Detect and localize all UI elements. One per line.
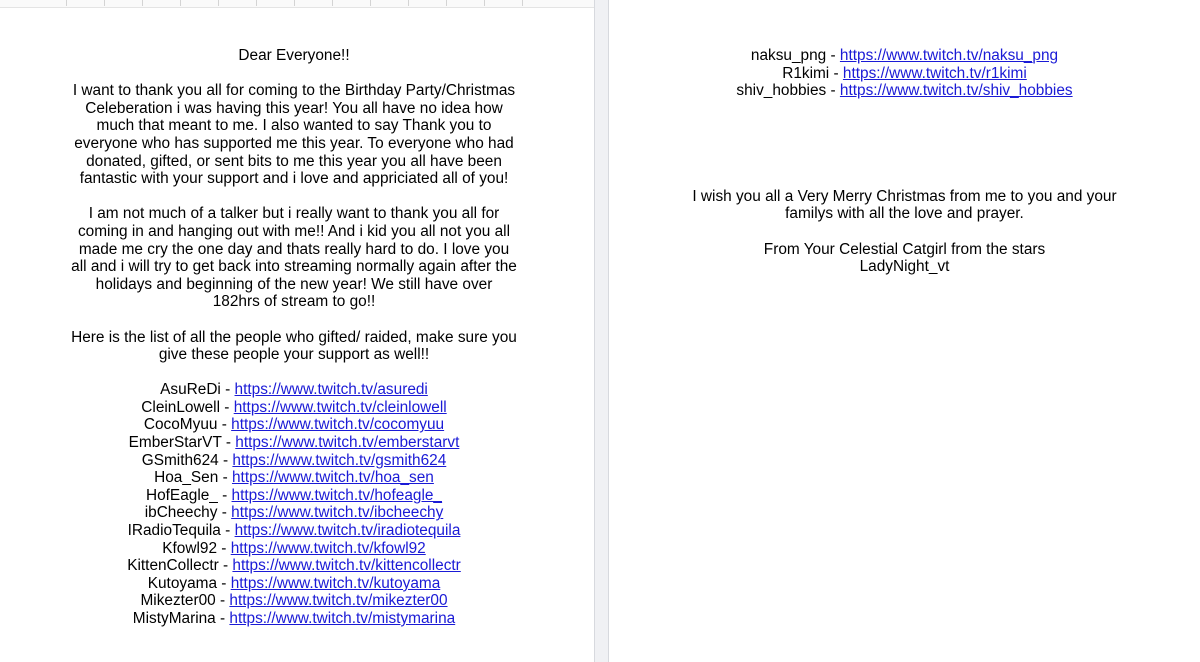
supporter-name: R1kimi — [782, 64, 830, 82]
closing-line: familys with all the love and prayer. — [785, 205, 1024, 223]
document-page-right — [609, 0, 1200, 662]
supporter-entry: Hoa_Sen - https://www.twitch.tv/hoa_sen — [154, 469, 434, 487]
supporter-link[interactable]: https://www.twitch.tv/cocomyuu — [231, 416, 445, 434]
supporter-entry: KittenCollectr - https://www.twitch.tv/kittencollectr — [127, 557, 461, 575]
supporter-name: KittenCollectr — [127, 557, 219, 575]
supporter-entry: CleinLowell - https://www.twitch.tv/cleinlowell — [141, 398, 447, 416]
supporter-entry: MistyMarina - https://www.twitch.tv/mistymarina — [132, 610, 456, 627]
supporter-link[interactable]: https://www.twitch.tv/emberstarvt — [235, 434, 460, 452]
supporter-name: MistyMarina — [132, 610, 216, 627]
ruler-tick — [218, 0, 219, 6]
supporter-link[interactable]: https://www.twitch.tv/kutoyama — [230, 574, 441, 592]
page-gutter — [594, 0, 609, 662]
supporter-name: EmberStarVT — [128, 434, 222, 452]
supporter-name: HofEagle_ — [145, 486, 218, 504]
supporter-name: AsuReDi — [160, 381, 221, 399]
supporter-name: CocoMyuu — [143, 416, 218, 434]
supporter-name: IRadioTequila — [127, 522, 221, 540]
paragraph2-line: 182hrs of stream to go!! — [212, 293, 376, 311]
ruler-tick — [446, 0, 447, 6]
closing-line: I wish you all a Very Merry Christmas from me to you and your — [692, 187, 1117, 205]
paragraph3-line: Here is the list of all the people who gifted/ raided, make sure you — [71, 328, 517, 346]
supporter-entry: shiv_hobbies - https://www.twitch.tv/shiv_hobbies — [736, 82, 1073, 100]
ruler-tick — [180, 0, 181, 6]
supporter-link[interactable]: https://www.twitch.tv/mikezter00 — [229, 592, 448, 610]
supporter-name: ibCheechy — [144, 504, 218, 522]
ruler-tick — [522, 0, 523, 6]
supporter-link[interactable]: https://www.twitch.tv/mistymarina — [229, 610, 456, 627]
ruler-tick — [332, 0, 333, 6]
ruler-tick — [66, 0, 67, 6]
supporter-entry: naksu_png - https://www.twitch.tv/naksu_png — [750, 47, 1059, 64]
supporter-entry: R1kimi - https://www.twitch.tv/r1kimi — [782, 64, 1027, 82]
paragraph1-line: I want to thank you all for coming to the Birthday Party/Christmas — [72, 82, 516, 100]
supporter-name: Kutoyama — [147, 574, 218, 592]
supporter-entry: ibCheechy - https://www.twitch.tv/ibcheechy — [144, 504, 444, 522]
paragraph1-line: much that meant to me. I also wanted to say Thank you to — [96, 117, 492, 135]
ruler-tick — [294, 0, 295, 6]
greeting: Dear Everyone!! — [238, 47, 350, 64]
paragraph2-line: I am not much of a talker but i really want to thank you all for — [88, 205, 500, 223]
supporter-list-right — [609, 47, 1200, 100]
supporter-entry: HofEagle_ - https://www.twitch.tv/hofeagle_ — [145, 486, 442, 504]
paragraph3-line: give these people your support as well!! — [158, 346, 430, 364]
supporter-link[interactable]: https://www.twitch.tv/hofeagle_ — [231, 486, 442, 504]
ruler-tick — [408, 0, 409, 6]
signature: LadyNight_vt — [859, 258, 950, 276]
supporter-name: GSmith624 — [141, 451, 219, 469]
document-page-left — [0, 0, 594, 662]
supporter-link[interactable]: https://www.twitch.tv/asuredi — [234, 381, 428, 399]
letter-body-left — [0, 47, 588, 628]
supporter-name: naksu_png — [750, 47, 827, 64]
supporter-name: CleinLowell — [141, 398, 221, 416]
paragraph1-line: Celeberation i was having this year! You all have no idea how — [85, 99, 503, 117]
ruler-tick — [256, 0, 257, 6]
paragraph2-line: made me cry the one day and thats really hard to do. I love you — [78, 240, 510, 258]
ruler-strip — [0, 0, 594, 8]
supporter-link[interactable]: https://www.twitch.tv/r1kimi — [842, 64, 1027, 82]
supporter-link[interactable]: https://www.twitch.tv/hoa_sen — [231, 469, 434, 487]
ruler-tick — [370, 0, 371, 6]
letter-body-right — [609, 47, 1200, 276]
supporter-link[interactable]: https://www.twitch.tv/cleinlowell — [233, 398, 447, 416]
supporter-link[interactable]: https://www.twitch.tv/gsmith624 — [232, 451, 447, 469]
ruler-tick — [484, 0, 485, 6]
supporter-link[interactable]: https://www.twitch.tv/kfowl92 — [230, 539, 426, 557]
ruler-tick — [142, 0, 143, 6]
supporter-link[interactable]: https://www.twitch.tv/iradiotequila — [234, 522, 461, 540]
supporter-entry: Kutoyama - https://www.twitch.tv/kutoyama — [147, 574, 441, 592]
paragraph2-line: all and i will try to get back into streaming normally again after the — [71, 258, 517, 276]
supporter-name: shiv_hobbies — [736, 82, 827, 100]
supporter-entry: IRadioTequila - https://www.twitch.tv/iradiotequila — [127, 522, 461, 540]
paragraph1-line: everyone who has supported me this year. To everyone who had — [74, 134, 514, 152]
supporter-entry: Mikezter00 - https://www.twitch.tv/mikezter00 — [140, 592, 448, 610]
paragraph2-line: coming in and hanging out with me!! And i kid you all not you all — [77, 222, 511, 240]
supporter-entry: CocoMyuu - https://www.twitch.tv/cocomyuu — [143, 416, 445, 434]
supporter-name: Mikezter00 — [140, 592, 216, 610]
supporter-link[interactable]: https://www.twitch.tv/naksu_png — [839, 47, 1059, 64]
supporter-entry: GSmith624 - https://www.twitch.tv/gsmith624 — [141, 451, 447, 469]
supporter-name: Kfowl92 — [162, 539, 218, 557]
supporter-link[interactable]: https://www.twitch.tv/ibcheechy — [231, 504, 444, 522]
supporter-link[interactable]: https://www.twitch.tv/kittencollectr — [232, 557, 461, 575]
paragraph1-line: fantastic with your support and i love and appriciated all of you! — [79, 170, 509, 188]
supporter-name: Hoa_Sen — [154, 469, 219, 487]
ruler-tick — [104, 0, 105, 6]
supporter-list-left — [0, 381, 588, 627]
supporter-entry: AsuReDi - https://www.twitch.tv/asuredi — [160, 381, 428, 399]
paragraph2-line: holidays and beginning of the new year! We still have over — [95, 275, 493, 293]
supporter-link[interactable]: https://www.twitch.tv/shiv_hobbies — [839, 82, 1073, 100]
supporter-entry: EmberStarVT - https://www.twitch.tv/emberstarvt — [128, 434, 460, 452]
supporter-entry: Kfowl92 - https://www.twitch.tv/kfowl92 — [162, 539, 426, 557]
paragraph1-line: donated, gifted, or sent bits to me this year you all have been — [86, 152, 502, 170]
signoff-line: From Your Celestial Catgirl from the stars — [763, 240, 1046, 258]
